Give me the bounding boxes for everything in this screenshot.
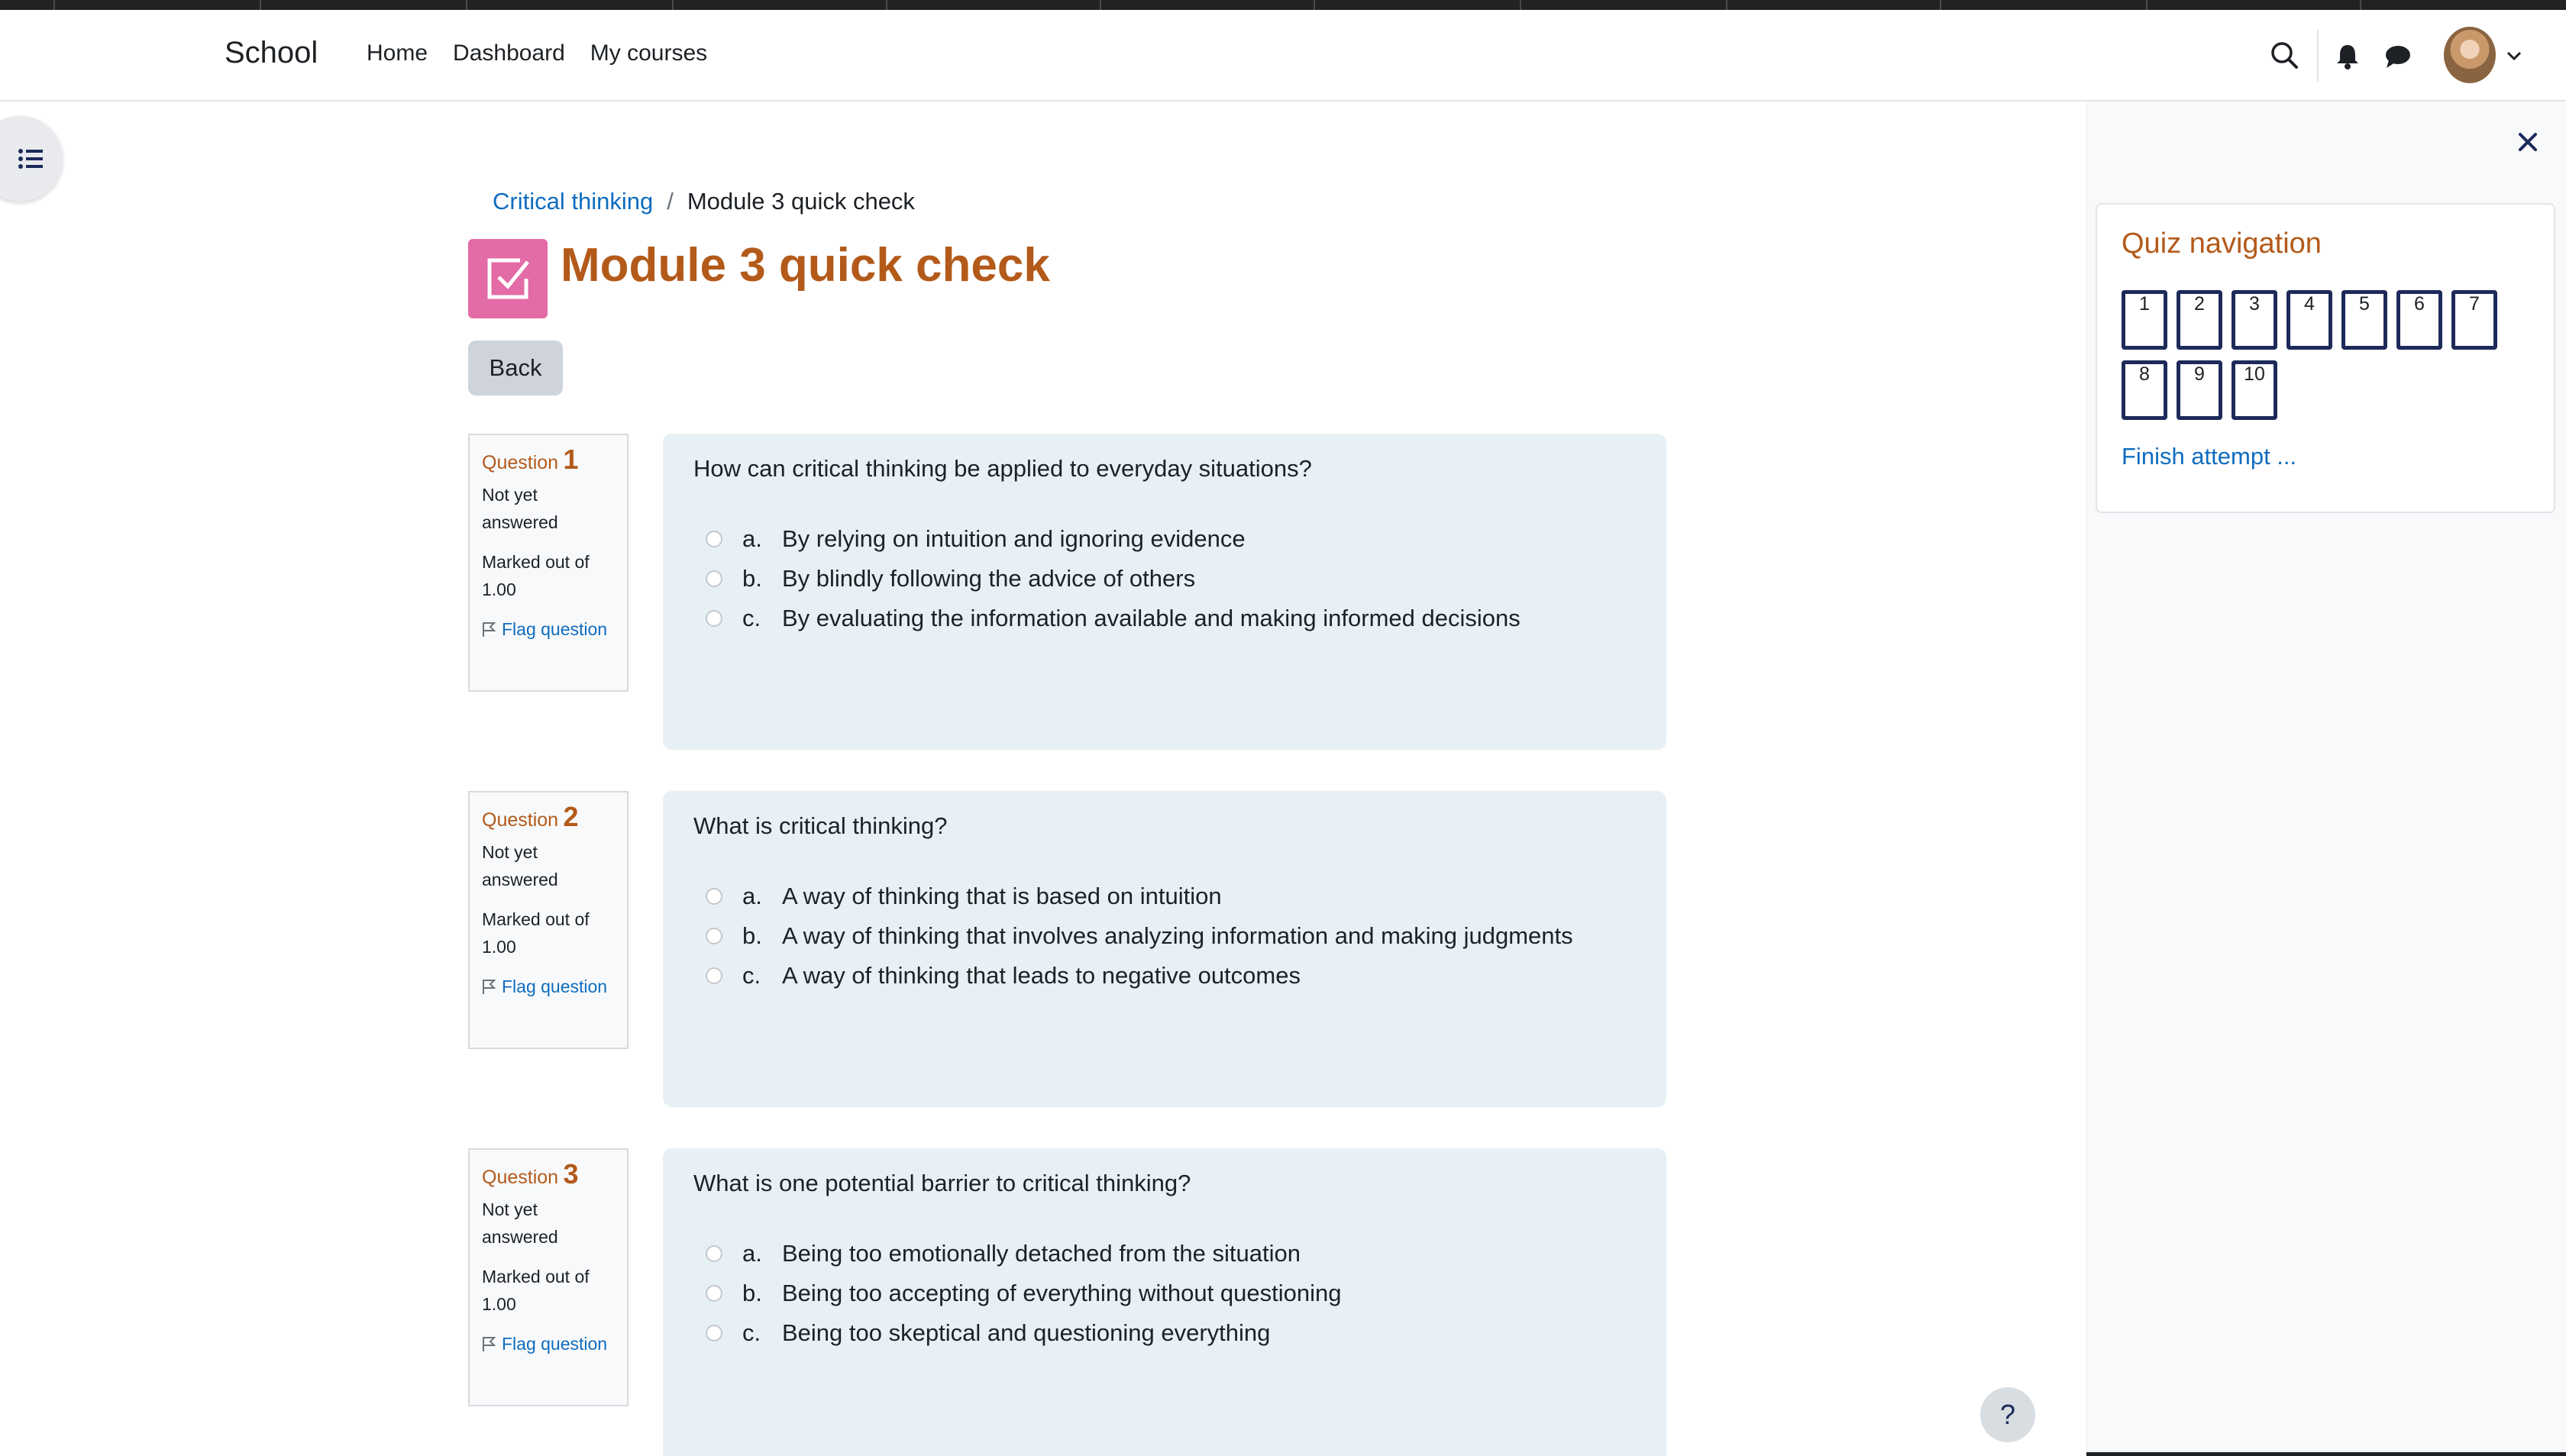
answer-text: By evaluating the information available and making informed decisions <box>782 605 1521 631</box>
checkbox-check-icon <box>483 254 532 303</box>
answer-letter: c. <box>742 605 761 631</box>
answer-letter: a. <box>742 883 762 909</box>
answer-option[interactable] <box>693 956 1636 996</box>
quiz-nav-button[interactable]: 3 <box>2232 290 2277 350</box>
flag-icon <box>482 978 497 995</box>
radio-button[interactable] <box>706 1325 722 1341</box>
quiz-nav-button[interactable]: 2 <box>2177 290 2222 350</box>
answer-text: Being too accepting of everything without questioning <box>782 1280 1342 1306</box>
answer-letter: c. <box>742 962 761 989</box>
strip-tick <box>886 0 887 10</box>
radio-button[interactable] <box>706 1285 722 1302</box>
user-avatar[interactable] <box>2444 27 2496 83</box>
answer-letter: c. <box>742 1319 761 1346</box>
answer-text: A way of thinking that involves analyzing information and making judgments <box>782 922 1573 949</box>
quiz-nav-button[interactable]: 7 <box>2451 290 2497 350</box>
question-state: Not yet answered <box>482 1199 558 1247</box>
question-content-3 <box>663 1148 1666 1456</box>
nav-dashboard-link[interactable]: Dashboard <box>453 40 565 66</box>
question-number: 1 <box>563 444 579 475</box>
strip-tick <box>2360 0 2361 10</box>
help-button[interactable]: ? <box>1980 1387 2035 1442</box>
radio-button[interactable] <box>706 531 722 547</box>
strip-tick <box>2146 0 2147 10</box>
nav-home-link[interactable]: Home <box>367 40 428 66</box>
answer-option[interactable] <box>693 916 1636 956</box>
strip-tick <box>1100 0 1101 10</box>
close-icon[interactable] <box>2517 131 2539 153</box>
bell-icon[interactable] <box>2328 36 2367 76</box>
question-info-3 <box>468 1148 629 1406</box>
answer-text: A way of thinking that leads to negative outcomes <box>782 962 1301 989</box>
browser-top-strip <box>0 0 2566 10</box>
breadcrumb-separator: / <box>667 188 674 215</box>
course-index-toggle[interactable] <box>0 116 63 202</box>
question-number: 2 <box>563 801 579 832</box>
radio-button[interactable] <box>706 610 722 627</box>
question-info-2 <box>468 791 629 1049</box>
answer-letter: a. <box>742 525 762 552</box>
radio-button[interactable] <box>706 1245 722 1262</box>
question-label: Question <box>482 809 559 831</box>
question-text: How can critical thinking be applied to everyday situations? <box>693 455 1312 482</box>
quiz-navigation-block <box>2096 203 2555 513</box>
strip-tick <box>672 0 674 10</box>
strip-tick <box>53 0 55 10</box>
question-label: Question <box>482 1167 559 1188</box>
question-text: What is critical thinking? <box>693 812 948 839</box>
strip-tick <box>1940 0 1941 10</box>
nav-my-courses-link[interactable]: My courses <box>590 40 708 66</box>
strip-tick <box>1314 0 1315 10</box>
breadcrumb-course-link[interactable]: Critical thinking <box>493 188 654 215</box>
radio-button[interactable] <box>706 570 722 587</box>
radio-button[interactable] <box>706 928 722 944</box>
flag-question-label: Flag question <box>502 977 608 996</box>
primary-navigation <box>367 40 707 66</box>
quiz-nav-button[interactable]: 1 <box>2122 290 2167 350</box>
quiz-nav-button[interactable]: 4 <box>2286 290 2332 350</box>
top-navbar <box>0 10 2566 102</box>
question-content-2 <box>663 791 1666 1107</box>
answer-letter: b. <box>742 565 762 592</box>
question-label: Question <box>482 452 559 473</box>
drawer-bottom-border <box>2086 1452 2566 1456</box>
answer-option[interactable] <box>693 1234 1636 1274</box>
chevron-down-icon[interactable] <box>2505 50 2523 62</box>
strip-tick <box>1726 0 1727 10</box>
flag-question-label: Flag question <box>502 1334 608 1354</box>
flag-question-link[interactable] <box>482 615 615 643</box>
strip-tick <box>466 0 467 10</box>
question-state: Not yet answered <box>482 485 558 532</box>
list-icon <box>17 145 44 173</box>
flag-question-label: Flag question <box>502 619 608 639</box>
quiz-navigation-title: Quiz navigation <box>2122 228 2322 260</box>
search-icon[interactable] <box>2265 36 2305 76</box>
answer-text: By relying on intuition and ignoring evidence <box>782 525 1246 552</box>
quiz-nav-button[interactable]: 6 <box>2396 290 2442 350</box>
strip-tick <box>260 0 261 10</box>
answer-text: A way of thinking that is based on intuition <box>782 883 1222 909</box>
question-number: 3 <box>563 1158 579 1190</box>
quiz-nav-button[interactable]: 10 <box>2232 360 2277 420</box>
flag-icon <box>482 1335 497 1352</box>
finish-attempt-link[interactable]: Finish attempt ... <box>2122 443 2297 470</box>
page-title: Module 3 quick check <box>561 239 1050 292</box>
question-info-1 <box>468 434 629 692</box>
flag-question-link[interactable] <box>482 1330 615 1358</box>
quiz-activity-icon <box>468 239 548 318</box>
answer-option[interactable] <box>693 559 1636 599</box>
site-brand[interactable]: School <box>225 36 318 69</box>
breadcrumb <box>493 188 915 215</box>
back-button[interactable]: Back <box>468 341 563 395</box>
navbar-divider <box>2317 30 2319 82</box>
question-grade: Marked out of 1.00 <box>482 552 590 599</box>
quiz-nav-button[interactable]: 5 <box>2341 290 2387 350</box>
quiz-nav-button[interactable]: 8 <box>2122 360 2167 420</box>
answer-letter: b. <box>742 1280 762 1306</box>
radio-button[interactable] <box>706 888 722 905</box>
answer-option[interactable] <box>693 877 1636 916</box>
chat-bubble-icon[interactable] <box>2378 36 2418 76</box>
question-content-1 <box>663 434 1666 750</box>
answer-letter: b. <box>742 922 762 949</box>
question-grade: Marked out of 1.00 <box>482 909 590 957</box>
quiz-nav-button[interactable]: 9 <box>2177 360 2222 420</box>
question-text: What is one potential barrier to critical thinking? <box>693 1170 1191 1196</box>
question-grade: Marked out of 1.00 <box>482 1267 590 1314</box>
answer-letter: a. <box>742 1240 762 1267</box>
answer-option[interactable] <box>693 599 1636 638</box>
answer-option[interactable] <box>693 519 1636 559</box>
radio-button[interactable] <box>706 967 722 984</box>
answer-text: By blindly following the advice of others <box>782 565 1196 592</box>
strip-tick <box>1520 0 1521 10</box>
answer-text: Being too emotionally detached from the situation <box>782 1240 1301 1267</box>
answer-option[interactable] <box>693 1313 1636 1353</box>
breadcrumb-current: Module 3 quick check <box>687 188 915 215</box>
flag-question-link[interactable] <box>482 973 615 1000</box>
answer-option[interactable] <box>693 1274 1636 1313</box>
answer-text: Being too skeptical and questioning everything <box>782 1319 1271 1346</box>
flag-icon <box>482 621 497 638</box>
question-state: Not yet answered <box>482 842 558 889</box>
